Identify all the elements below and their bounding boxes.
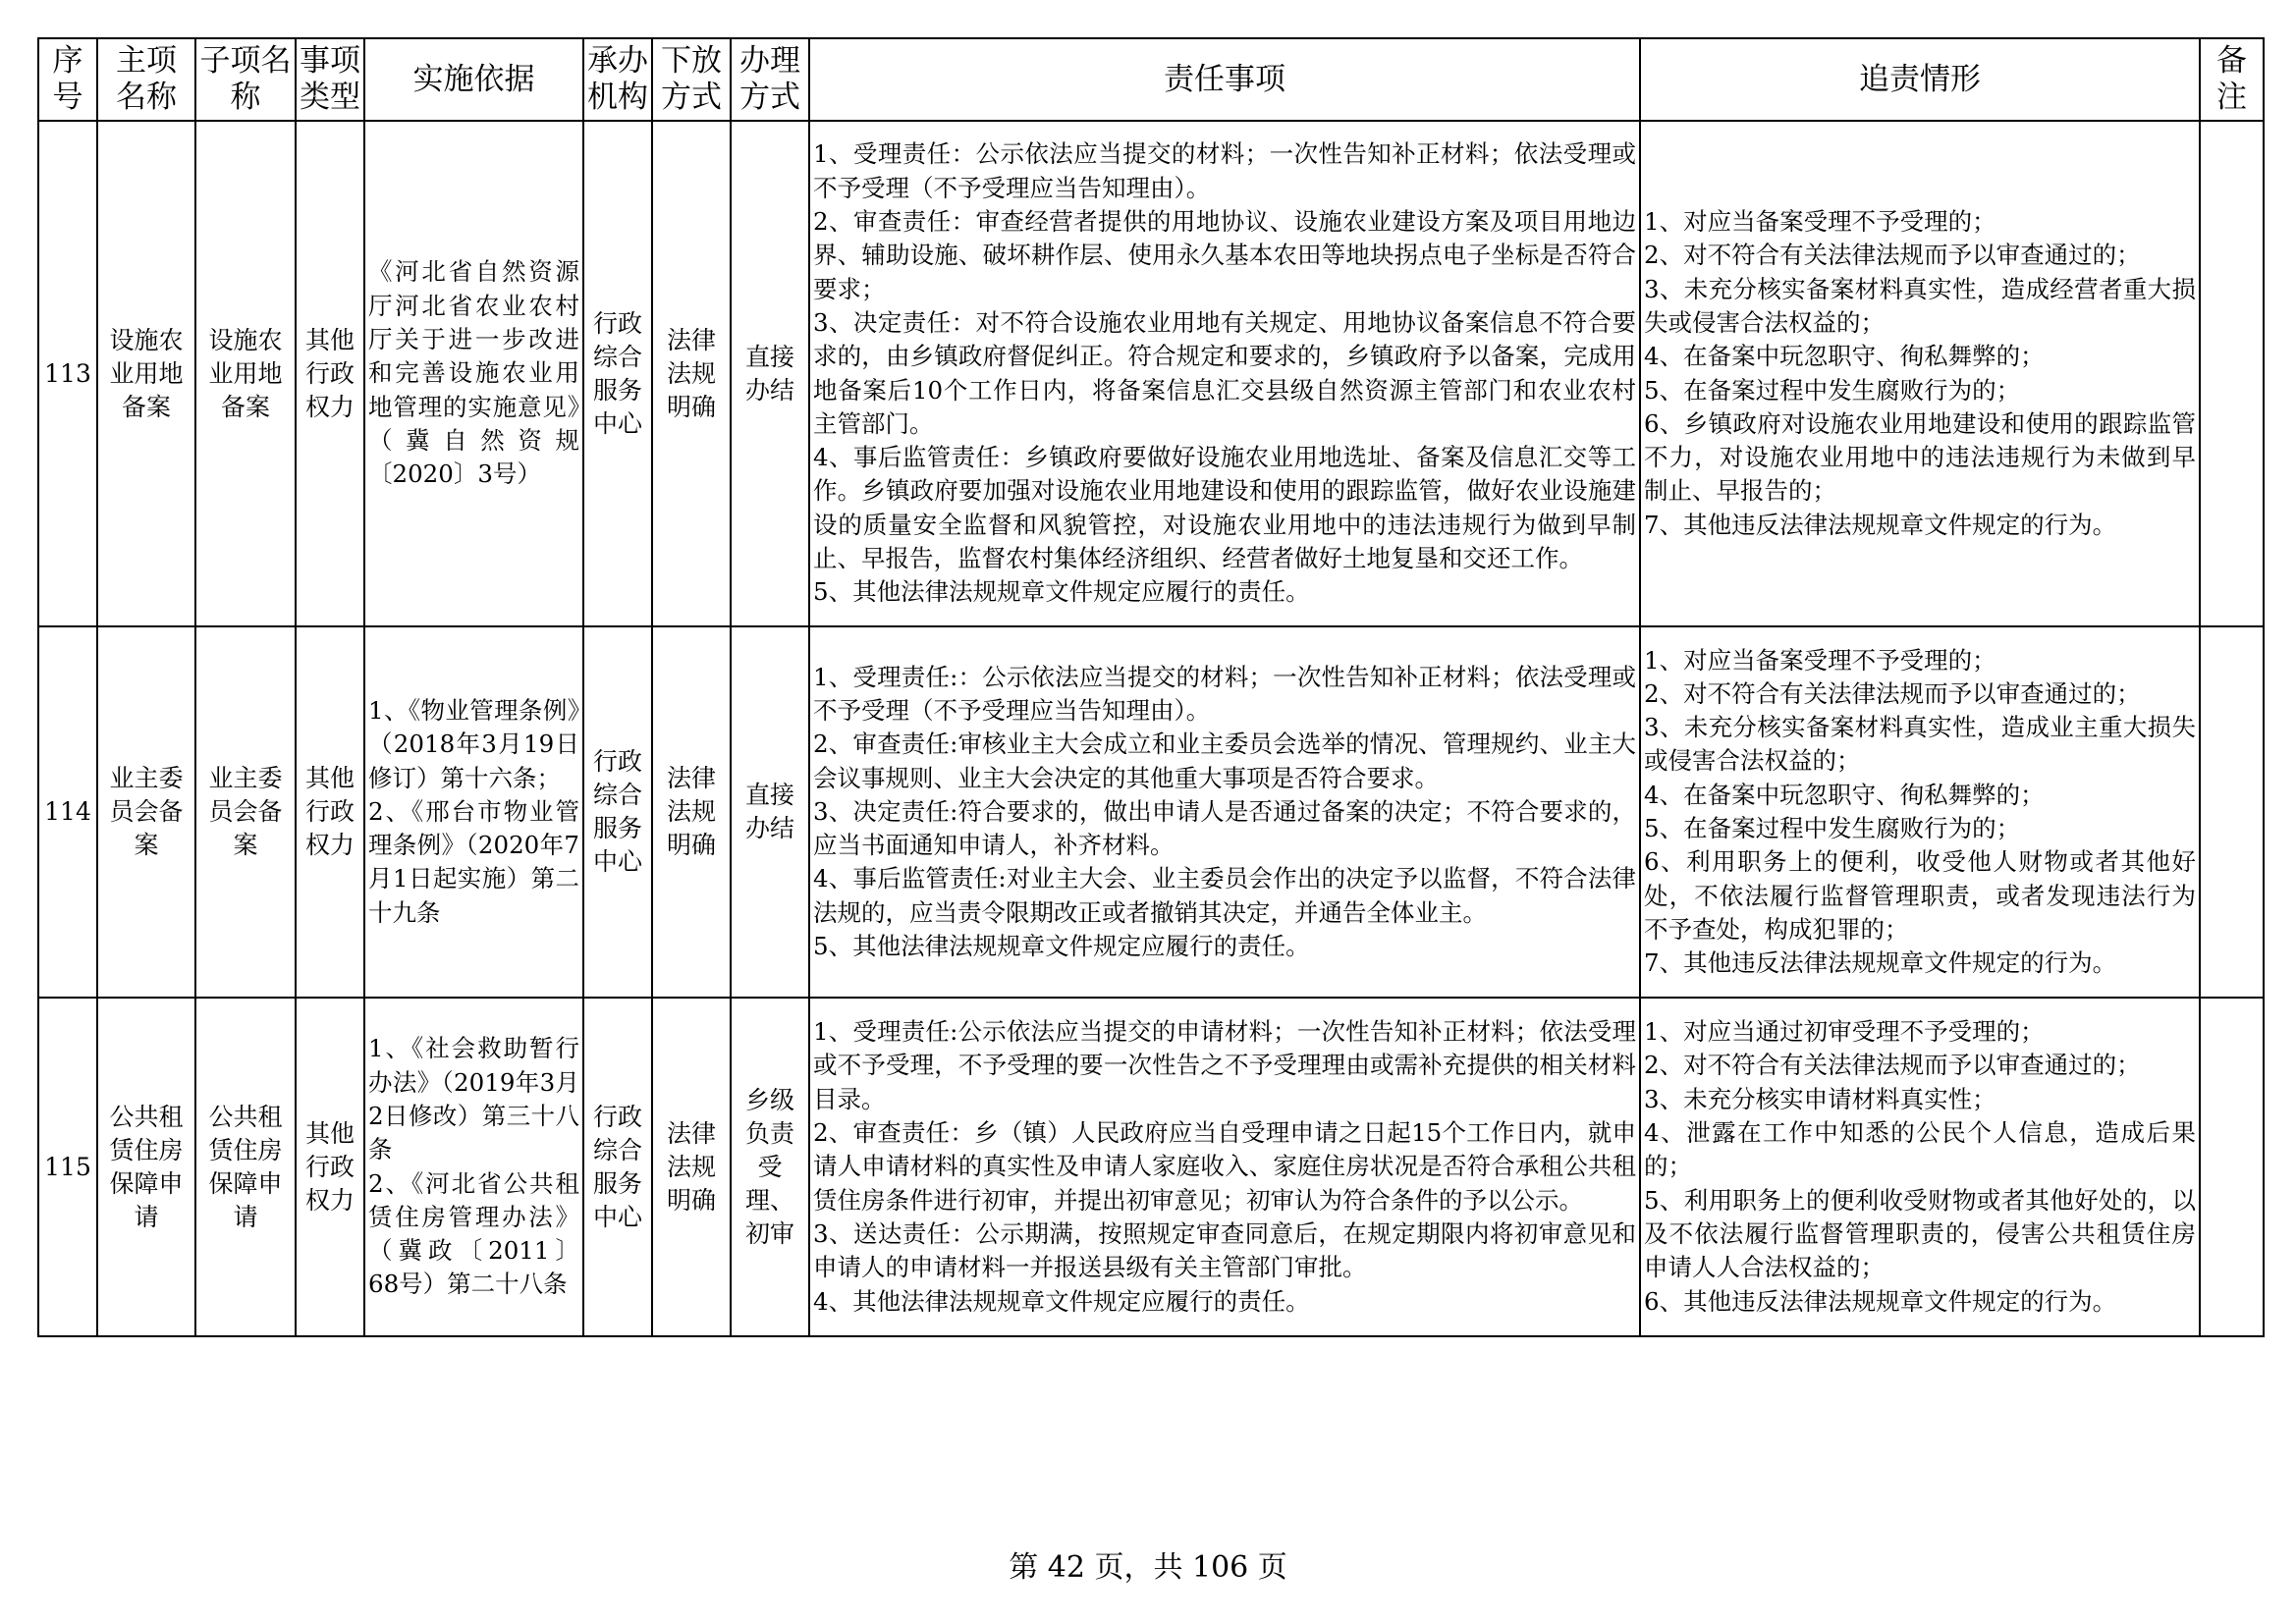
cell-basis: 《河北省自然资源厅河北省农业农村厅关于进一步改进和完善设施农业用地管理的实施意见》（冀自然资规〔2020〕3号）: [364, 121, 583, 626]
cell-type: 其他行政权力: [296, 626, 364, 998]
cell-basis: 1、《物业管理条例》（2018年3月19日修订）第十六条； 2、《邢台市物业管理条例》（2020年7月1日起实施）第二十九条: [364, 626, 583, 998]
page-number: 第 42 页，共 106 页: [1009, 1550, 1287, 1585]
cell-type: 其他行政权力: [296, 121, 364, 626]
header-responsibility: 责任事项: [809, 38, 1640, 121]
header-row: [38, 38, 2264, 121]
cell-delegation: 法律法规明确: [652, 121, 731, 626]
header-delegation: 下放方式: [652, 38, 731, 121]
cell-remarks: [2200, 998, 2264, 1336]
cell-agency: 行政综合服务中心: [583, 626, 652, 998]
cell-delegation: 法律法规明确: [652, 998, 731, 1336]
header-handling: 办理方式: [731, 38, 809, 121]
cell-agency: 行政综合服务中心: [583, 998, 652, 1336]
cell-accountability: 1、对应当通过初审受理不予受理的； 2、对不符合有关法律法规而予以审查通过的； 3、未充分核实申请材料真实性； 4、泄露在工作中知悉的公民个人信息，造成后果的； 5、利用职务上的便利收受财物或者其他好处的，以及不依法履行监督管理职责的，侵害公共租赁住房申请人人合法权益的； 6、其他违反法律法规规章文件规定的行为。: [1640, 998, 2200, 1336]
cell-handling: 乡级负责受理、初审: [731, 998, 809, 1336]
cell-responsibility: 1、受理责任:公示依法应当提交的申请材料；一次性告知补正材料；依法受理或不予受理，不予受理的要一次性告之不予受理理由或需补充提供的相关材料目录。 2、审查责任：乡（镇）人民政府应当自受理申请之日起15个工作日内，就申请人申请材料的真实性及申请人家庭收入、家庭住房状况是否符合承租公共租赁住房条件进行初审，并提出初审意见；初审认为符合条件的予以公示。 3、送达责任：公示期满，按照规定审查同意后，在规定期限内将初审意见和申请人的申请材料一并报送县级有关主管部门审批。 4、其他法律法规规章文件规定应履行的责任。: [809, 998, 1640, 1336]
cell-remarks: [2200, 121, 2264, 626]
cell-main-item: 设施农业用地备案: [97, 121, 195, 626]
cell-sub-item: 设施农业用地备案: [195, 121, 296, 626]
table-row: [38, 121, 2264, 626]
cell-basis: 1、《社会救助暂行办法》（2019年3月2日修改）第三十八条 2、《河北省公共租赁住房管理办法》（冀政〔2011〕68号）第二十八条: [364, 998, 583, 1336]
cell-accountability: 1、对应当备案受理不予受理的； 2、对不符合有关法律法规而予以审查通过的； 3、未充分核实备案材料真实性，造成经营者重大损失或侵害合法权益的； 4、在备案中玩忽职守、徇私舞弊的； 5、在备案过程中发生腐败行为的； 6、乡镇政府对设施农业用地建设和使用的跟踪监管不力，对设施农业用地中的违法违规行为未做到早制止、早报告的； 7、其他违反法律法规规章文件规定的行为。: [1640, 121, 2200, 626]
cell-responsibility: 1、受理责任：公示依法应当提交的材料；一次性告知补正材料；依法受理或不予受理（不予受理应当告知理由）。 2、审查责任：审查经营者提供的用地协议、设施农业建设方案及项目用地边界、辅助设施、破坏耕作层、使用永久基本农田等地块拐点电子坐标是否符合要求； 3、决定责任：对不符合设施农业用地有关规定、用地协议备案信息不符合要求的，由乡镇政府督促纠正。符合规定和要求的，乡镇政府予以备案，完成用地备案后10个工作日内，将备案信息汇交县级自然资源主管部门和农业农村主管部门。 4、事后监管责任：乡镇政府要做好设施农业用地选址、备案及信息汇交等工作。乡镇政府要加强对设施农业用地建设和使用的跟踪监管，做好农业设施建设的质量安全监督和风貌管控，对设施农业用地中的违法违规行为做到早制止、早报告，监督农村集体经济组织、经营者做好土地复垦和交还工作。 5、其他法律法规规章文件规定应履行的责任。: [809, 121, 1640, 626]
cell-delegation: 法律法规明确: [652, 626, 731, 998]
cell-no: 114: [38, 626, 97, 998]
cell-no: 113: [38, 121, 97, 626]
header-no: 序号: [38, 38, 97, 121]
header-type: 事项类型: [296, 38, 364, 121]
responsibility-table: [37, 37, 2265, 1337]
header-basis: 实施依据: [364, 38, 583, 121]
cell-agency: 行政综合服务中心: [583, 121, 652, 626]
header-remarks: 备注: [2200, 38, 2264, 121]
header-agency: 承办机构: [583, 38, 652, 121]
cell-handling: 直接办结: [731, 626, 809, 998]
cell-type: 其他行政权力: [296, 998, 364, 1336]
cell-main-item: 公共租赁住房保障申请: [97, 998, 195, 1336]
header-accountability: 追责情形: [1640, 38, 2200, 121]
table-row: [38, 626, 2264, 998]
cell-no: 115: [38, 998, 97, 1336]
cell-accountability: 1、对应当备案受理不予受理的； 2、对不符合有关法律法规而予以审查通过的； 3、未充分核实备案材料真实性，造成业主重大损失或侵害合法权益的； 4、在备案中玩忽职守、徇私舞弊的； 5、在备案过程中发生腐败行为的； 6、利用职务上的便利，收受他人财物或者其他好处，不依法履行监督管理职责，或者发现违法行为不予查处，构成犯罪的； 7、其他违反法律法规规章文件规定的行为。: [1640, 626, 2200, 998]
cell-responsibility: 1、受理责任:：公示依法应当提交的材料；一次性告知补正材料；依法受理或不予受理（不予受理应当告知理由）。 2、审查责任:审核业主大会成立和业主委员会选举的情况、管理规约、业主大会议事规则、业主大会决定的其他重大事项是否符合要求。 3、决定责任:符合要求的，做出申请人是否通过备案的决定；不符合要求的，应当书面通知申请人，补齐材料。 4、事后监管责任:对业主大会、业主委员会作出的决定予以监督，不符合法律法规的，应当责令限期改正或者撤销其决定，并通告全体业主。 5、其他法律法规规章文件规定应履行的责任。: [809, 626, 1640, 998]
table-row: [38, 998, 2264, 1336]
cell-remarks: [2200, 626, 2264, 998]
cell-main-item: 业主委员会备案: [97, 626, 195, 998]
cell-sub-item: 业主委员会备案: [195, 626, 296, 998]
cell-sub-item: 公共租赁住房保障申请: [195, 998, 296, 1336]
header-sub-item: 子项名称: [195, 38, 296, 121]
header-main-item: 主项名称: [97, 38, 195, 121]
cell-handling: 直接办结: [731, 121, 809, 626]
